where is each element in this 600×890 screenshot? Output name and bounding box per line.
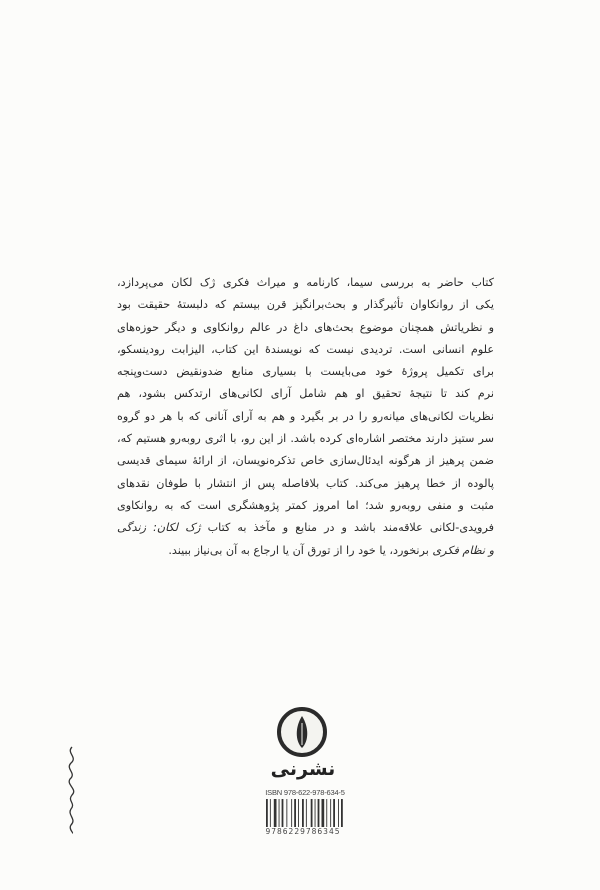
blurb-line: نظریات لکانی‌های میانه‌رو را در بر بگیرد و هم به آرای آنانی که با هر دو گروه (117, 409, 494, 423)
blurb-text: فرویدی-لکانی علاقه‌مند باشد و در منابع و مآخذ به کتاب (200, 521, 494, 535)
barcode (266, 799, 346, 827)
barcode-digits: 9786229786345 (265, 827, 341, 836)
blurb-line: کتاب حاضر به بررسی سیما، کارنامه و میراث فکری ژک لکان می‌پردازد، (117, 276, 494, 289)
blurb-line: یکی از روانکاوان تأثیرگذار و بحث‌برانگیز قرن بیستم که دلبستهٔ حقیقت بود (117, 298, 494, 312)
isbn-label: ISBN 978-622-978-634-5 (265, 788, 345, 797)
book-title-italic: ژک لکان: زندگی (117, 521, 201, 535)
blurb-line (117, 517, 494, 539)
blurb-line (117, 540, 494, 562)
blurb-line: پالوده از خطا پرهیز می‌کند. کتاب بلافاصله پس از انتشار با طوفان نقدهای (117, 476, 494, 490)
publisher-name: نشرنی (270, 758, 336, 780)
blurb-line: ضمن پرهیز از هرگونه ایدئال‌سازی خاص تذکره‌نویسان، از ارائهٔ سیمای قدیسی (117, 454, 494, 468)
blurb-line: سر ستیز دارند مختصر اشاره‌ای کرده باشد. از این رو، با اثری روبه‌رو هستیم که، (117, 432, 494, 446)
blurb-line: و نظریاتش همچنان موضوع بحث‌های داغ در عالم روانکاوی و دیگر حوزه‌های (117, 320, 494, 334)
blurb-line: برای تکمیل پروژهٔ خود می‌بایست با بسیاری منابع ضدونقیض دست‌وپنجه (117, 365, 494, 379)
book-title-italic: و نظام فکری (432, 543, 494, 557)
blurb-line: مثبت و منفی روبه‌رو شد؛ اما امروز کمتر پژوهشگری است که به روانکاوی (117, 498, 494, 512)
blurb-text: برنخورد، یا خود را از تورق آن یا ارجاع به آن بی‌نیاز ببیند. (168, 543, 433, 557)
cover-designer-signature (62, 745, 82, 835)
publisher-logo-icon (277, 707, 327, 757)
back-cover-blurb (117, 272, 494, 562)
blurb-line: نرم کند تا نتیجهٔ تحقیق او هم شامل آرای لکانی‌های ارتدکس بشود، هم (117, 387, 494, 401)
blurb-line: علوم انسانی است. تردیدی نیست که نویسندهٔ این کتاب، الیزابت رودینسکو، (117, 342, 494, 356)
